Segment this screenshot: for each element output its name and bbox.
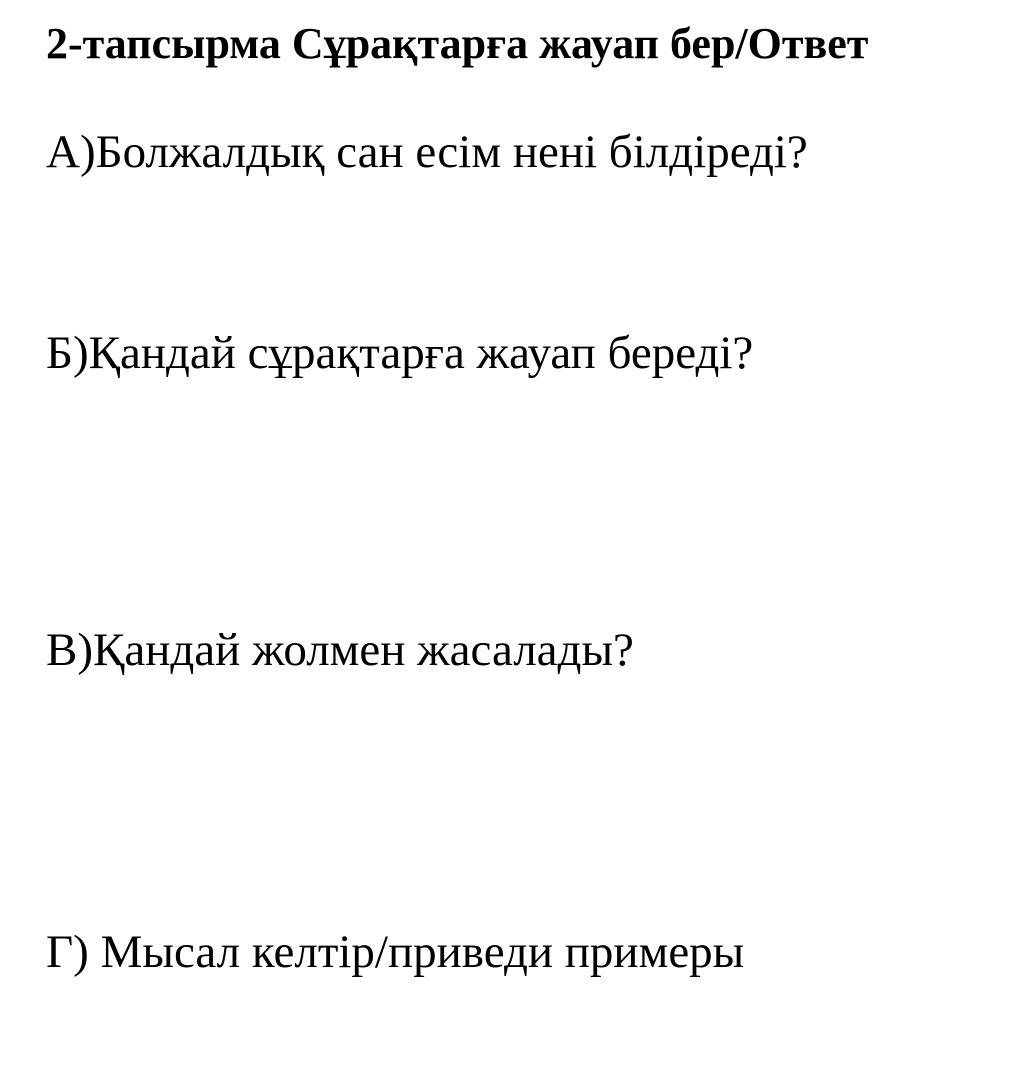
question-b: Б)Қандай сұрақтарға жауап береді?: [46, 327, 754, 379]
question-g: Г) Мысал келтір/приведи примеры: [46, 926, 745, 978]
question-a: А)Болжалдық сан есім нені білдіреді?: [46, 126, 808, 178]
task-heading: 2-тапсырма Сұрақтарға жауап бер/Ответ: [46, 19, 869, 68]
question-v: В)Қандай жолмен жасалады?: [46, 624, 634, 676]
